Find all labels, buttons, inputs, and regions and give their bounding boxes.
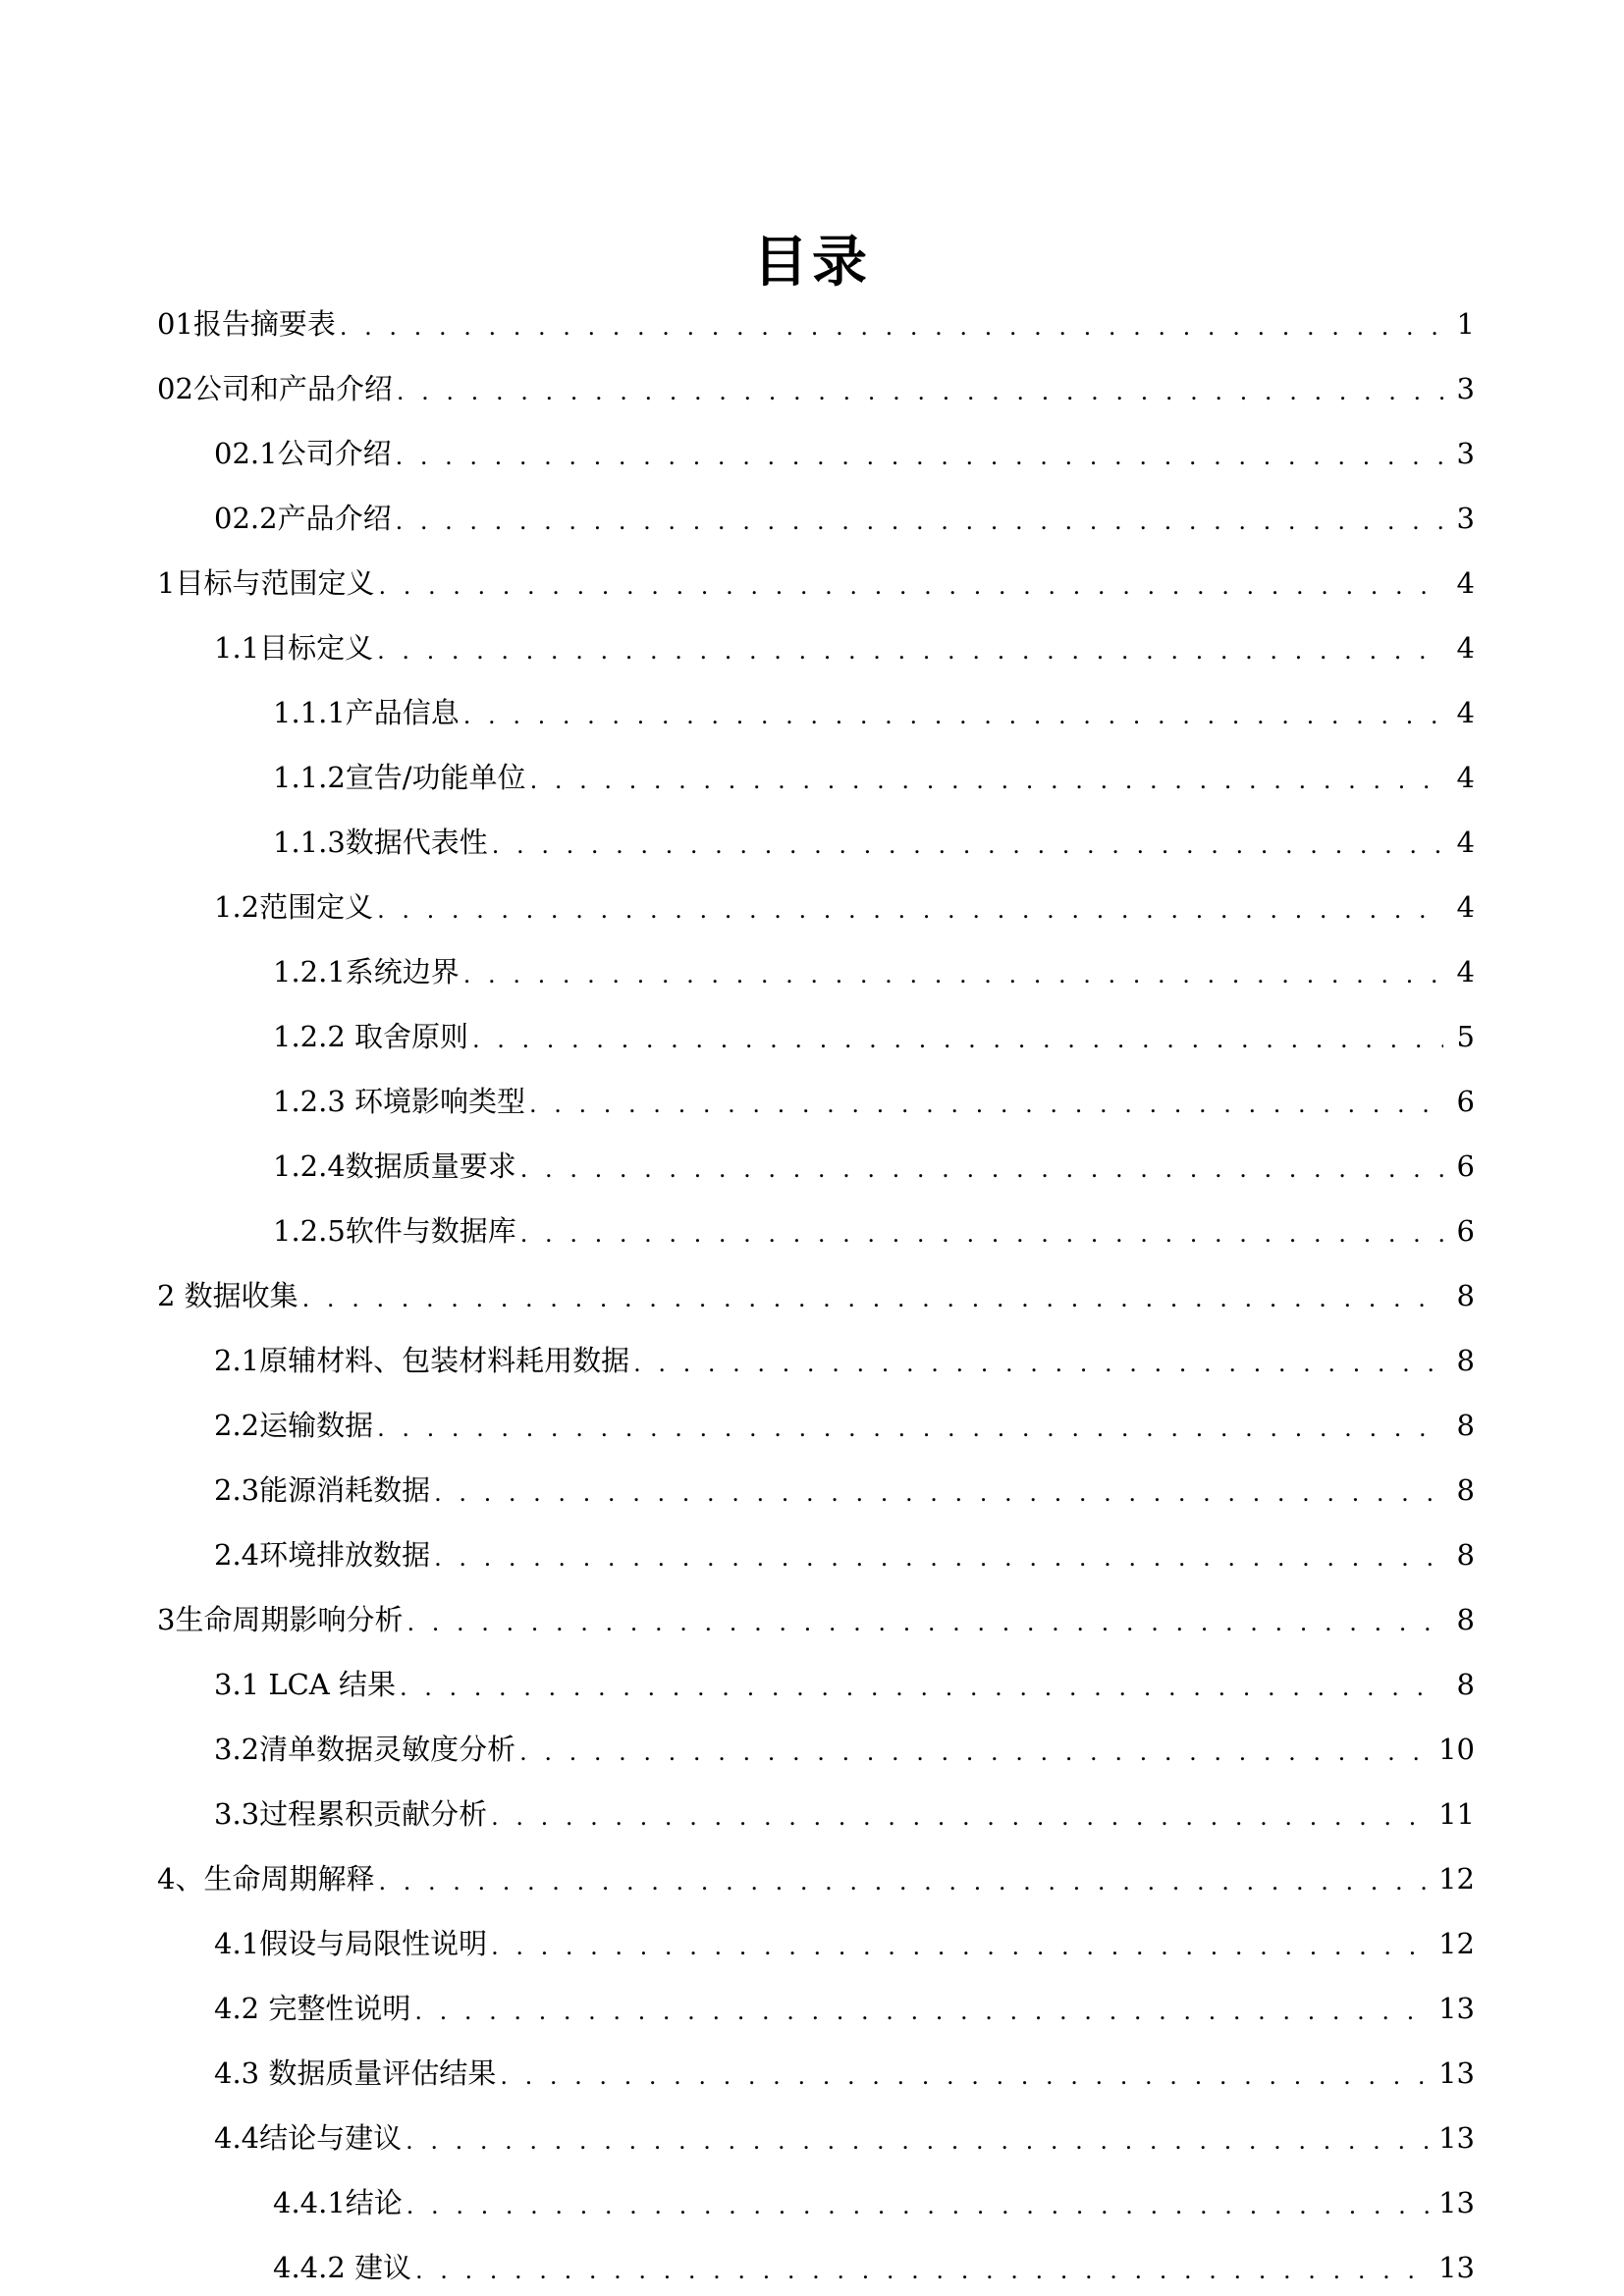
toc-dot-leader <box>378 1865 1433 1898</box>
toc-entry-label: 4.4结论与建议 <box>214 2121 403 2155</box>
toc-entry-page: 4 <box>1456 696 1475 729</box>
toc-entry[interactable] <box>214 1979 1475 2028</box>
toc-dot-leader <box>302 1282 1443 1315</box>
toc-entry[interactable] <box>273 942 1475 991</box>
toc-entry-label: 3.3过程累积贡献分析 <box>214 1797 488 1831</box>
toc-entry-page: 8 <box>1456 1473 1475 1507</box>
toc-dot-leader <box>530 764 1443 797</box>
toc-entry-label: 2.3能源消耗数据 <box>214 1473 431 1507</box>
toc-entry-label: 3.2清单数据灵敏度分析 <box>214 1733 516 1766</box>
toc-entry-page: 13 <box>1438 2186 1475 2219</box>
toc-entry-page: 4 <box>1456 826 1475 859</box>
toc-entry[interactable] <box>273 1137 1475 1186</box>
toc-entry[interactable] <box>273 748 1475 797</box>
toc-dot-leader <box>434 1541 1443 1575</box>
toc-entry-label: 02.2产品介绍 <box>214 502 392 535</box>
toc-entry[interactable] <box>273 2173 1475 2222</box>
toc-dot-leader <box>406 2124 1433 2158</box>
toc-entry-label: 4.2 完整性说明 <box>214 1992 411 2025</box>
toc-dot-leader <box>529 1088 1443 1121</box>
toc-entry-label: 2 数据收集 <box>157 1279 298 1312</box>
toc-entry-page: 5 <box>1456 1020 1475 1053</box>
toc-entry[interactable] <box>273 1007 1475 1056</box>
toc-entry[interactable] <box>214 1785 1475 1834</box>
toc-entry[interactable] <box>157 294 1475 344</box>
toc-entry-label: 1.1目标定义 <box>214 631 374 665</box>
toc-entry-page: 8 <box>1456 1603 1475 1636</box>
toc-dot-leader <box>491 1930 1433 1963</box>
toc-entry[interactable] <box>273 813 1475 862</box>
toc-dot-leader <box>519 1735 1433 1769</box>
toc-entry-page: 13 <box>1438 2121 1475 2155</box>
toc-dot-leader <box>378 569 1443 603</box>
toc-entry[interactable] <box>214 1331 1475 1380</box>
toc-dot-leader <box>400 1671 1443 1704</box>
toc-entry-page: 4 <box>1456 761 1475 794</box>
toc-dot-leader <box>396 505 1443 538</box>
toc-entry-label: 1.2.2 取舍原则 <box>273 1020 469 1053</box>
toc-entry[interactable] <box>157 1266 1475 1315</box>
toc-entry[interactable] <box>157 1849 1475 1898</box>
toc-entry-page: 8 <box>1456 1409 1475 1442</box>
toc-dot-leader <box>377 634 1443 667</box>
toc-entry[interactable] <box>214 878 1475 927</box>
toc-entry-label: 1目标与范围定义 <box>157 566 375 600</box>
toc-entry[interactable] <box>214 1525 1475 1575</box>
toc-entry-label: 02.1公司介绍 <box>214 437 392 470</box>
toc-dot-leader <box>520 1152 1443 1186</box>
toc-entry[interactable] <box>214 618 1475 667</box>
toc-dot-leader <box>492 828 1443 862</box>
toc-dot-leader <box>463 958 1443 991</box>
toc-entry[interactable] <box>157 1590 1475 1639</box>
toc-entry[interactable] <box>214 1720 1475 1769</box>
toc-entry-label: 1.2范围定义 <box>214 890 374 924</box>
toc-entry-page: 13 <box>1438 2251 1475 2284</box>
toc-dot-leader <box>491 1800 1433 1834</box>
toc-dot-leader <box>463 699 1443 732</box>
toc-entry-label: 4.4.1结论 <box>273 2186 403 2219</box>
toc-entry[interactable] <box>273 2238 1475 2287</box>
toc-entry[interactable] <box>214 1461 1475 1510</box>
toc-entry-label: 4.3 数据质量评估结果 <box>214 2056 497 2090</box>
toc-dot-leader <box>520 1217 1443 1251</box>
toc-entry-label: 3.1 LCA 结果 <box>214 1668 396 1701</box>
toc-entry[interactable] <box>214 1396 1475 1445</box>
toc-entry-page: 6 <box>1456 1149 1475 1183</box>
toc-dot-leader <box>633 1347 1443 1380</box>
toc-entry-label: 4.4.2 建议 <box>273 2251 412 2284</box>
toc-entry-page: 10 <box>1438 1733 1475 1766</box>
toc-dot-leader <box>406 2189 1433 2222</box>
toc-entry-page: 1 <box>1456 307 1475 341</box>
toc-dot-leader <box>340 310 1443 344</box>
toc-title: 目录 <box>753 231 871 294</box>
toc-entry[interactable] <box>214 1655 1475 1704</box>
toc-entry-label: 1.2.1系统边界 <box>273 955 460 988</box>
toc-dot-leader <box>396 440 1443 473</box>
toc-entry-page: 8 <box>1456 1344 1475 1377</box>
toc-dot-leader <box>472 1023 1443 1056</box>
toc-dot-leader <box>377 893 1443 927</box>
toc-entry[interactable] <box>273 1072 1475 1121</box>
toc-entry[interactable] <box>214 2109 1475 2158</box>
toc-entry-page: 3 <box>1456 437 1475 470</box>
toc-entry-page: 12 <box>1438 1927 1475 1960</box>
toc-entry-page: 8 <box>1456 1668 1475 1701</box>
toc-dot-leader <box>415 2254 1433 2287</box>
toc-dot-leader <box>434 1476 1443 1510</box>
toc-entry-label: 01报告摘要表 <box>157 307 336 341</box>
toc-dot-leader <box>500 2059 1433 2093</box>
toc-entry-page: 13 <box>1438 1992 1475 2025</box>
toc-entry-page: 13 <box>1438 2056 1475 2090</box>
toc-entry-label: 2.1原辅材料、包装材料耗用数据 <box>214 1344 630 1377</box>
toc-entry-page: 3 <box>1456 502 1475 535</box>
toc-entry[interactable] <box>214 489 1475 538</box>
toc-entry[interactable] <box>214 2044 1475 2093</box>
toc-entry-label: 1.1.3数据代表性 <box>273 826 488 859</box>
toc-dot-leader <box>414 1995 1433 2028</box>
toc-entry-label: 1.1.2宣告/功能单位 <box>273 761 526 794</box>
toc-entry[interactable] <box>157 359 1475 408</box>
toc-entry-page: 8 <box>1456 1538 1475 1572</box>
toc-entry-label: 1.2.4数据质量要求 <box>273 1149 516 1183</box>
toc-entry[interactable] <box>273 1201 1475 1251</box>
toc-dot-leader <box>397 375 1443 408</box>
toc-entry-page: 6 <box>1456 1085 1475 1118</box>
toc-entry-label: 1.1.1产品信息 <box>273 696 460 729</box>
toc-entry-page: 4 <box>1456 955 1475 988</box>
toc-dot-leader <box>377 1412 1443 1445</box>
toc-entry-label: 3生命周期影响分析 <box>157 1603 404 1636</box>
toc-entry-page: 4 <box>1456 890 1475 924</box>
toc-entry-label: 1.2.3 环境影响类型 <box>273 1085 526 1118</box>
toc-entry-page: 3 <box>1456 372 1475 405</box>
toc-entry-label: 1.2.5软件与数据库 <box>273 1214 516 1248</box>
toc-entry-page: 4 <box>1456 566 1475 600</box>
toc-entry-label: 4、生命周期解释 <box>157 1862 375 1896</box>
toc-entry-label: 2.2运输数据 <box>214 1409 374 1442</box>
toc-entry[interactable] <box>214 1914 1475 1963</box>
toc-entry-page: 8 <box>1456 1279 1475 1312</box>
toc-entry-label: 2.4环境排放数据 <box>214 1538 431 1572</box>
toc-entry-page: 11 <box>1438 1797 1475 1831</box>
toc-entry[interactable] <box>273 683 1475 732</box>
toc-entry-page: 12 <box>1438 1862 1475 1896</box>
toc-entry-label: 02公司和产品介绍 <box>157 372 393 405</box>
toc-entry[interactable] <box>157 554 1475 603</box>
toc-entry[interactable] <box>214 424 1475 473</box>
toc-entry-page: 6 <box>1456 1214 1475 1248</box>
toc-dot-leader <box>406 1606 1443 1639</box>
toc-entry-label: 4.1假设与局限性说明 <box>214 1927 488 1960</box>
toc-entry-page: 4 <box>1456 631 1475 665</box>
